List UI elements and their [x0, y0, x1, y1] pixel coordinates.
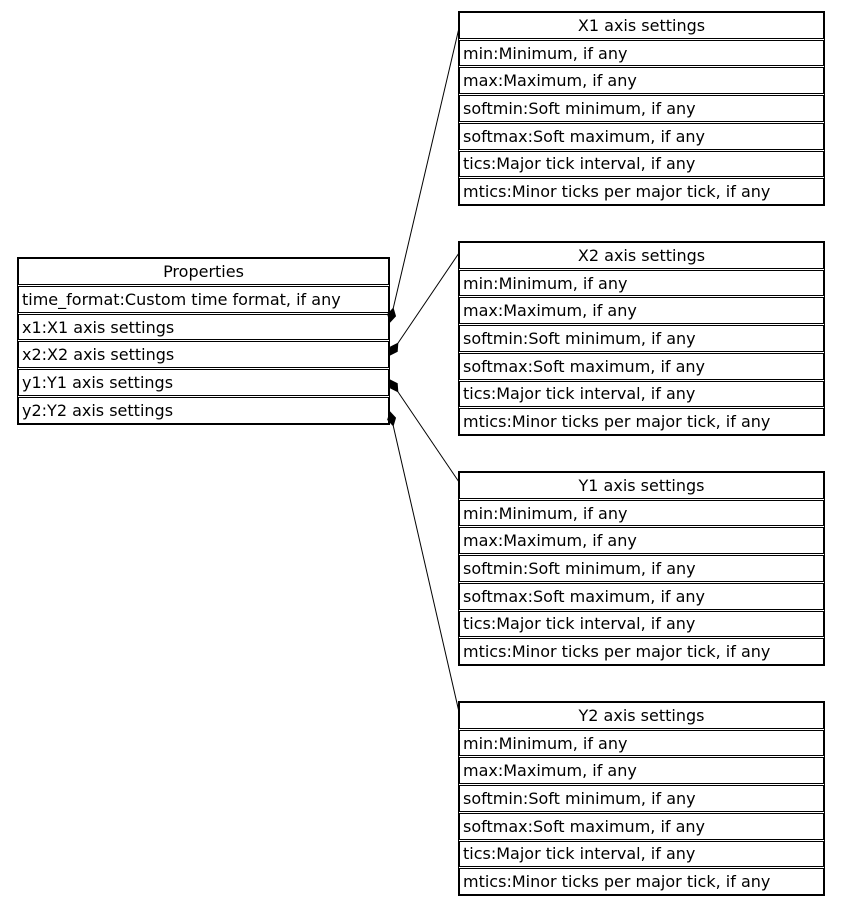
table-title: Properties [18, 258, 389, 285]
axis-row-tics: tics:Major tick interval, if any [459, 151, 824, 178]
axis-row-softmin: softmin:Soft minimum, if any [459, 95, 824, 122]
axis-row-mtics: mtics:Minor ticks per major tick, if any [459, 638, 824, 665]
axis-row-min: min:Minimum, if any [459, 500, 824, 527]
axis-row-max: max:Maximum, if any [459, 297, 824, 324]
axis-row-tics: tics:Major tick interval, if any [459, 381, 824, 408]
axis-row-max: max:Maximum, if any [459, 527, 824, 554]
edge-line-y1 [398, 392, 459, 482]
y2-axis-settings-table [458, 701, 825, 896]
axis-row-softmax: softmax:Soft maximum, if any [459, 123, 824, 150]
axis-row-softmin: softmin:Soft minimum, if any [459, 555, 824, 582]
composition-diamond-icon [390, 343, 398, 355]
property-row-y1: y1:Y1 axis settings [18, 369, 389, 396]
property-row-x1: x1:X1 axis settings [18, 314, 389, 341]
y1-axis-settings-table [458, 471, 825, 666]
axis-row-min: min:Minimum, if any [459, 730, 824, 757]
table-title: X2 axis settings [459, 242, 824, 269]
axis-row-min: min:Minimum, if any [459, 270, 824, 297]
axis-row-softmax: softmax:Soft maximum, if any [459, 353, 824, 380]
axis-row-max: max:Maximum, if any [459, 757, 824, 784]
axis-row-softmax: softmax:Soft maximum, if any [459, 813, 824, 840]
axis-row-softmin: softmin:Soft minimum, if any [459, 325, 824, 352]
properties-table [17, 257, 390, 425]
edge-line-y2 [393, 426, 459, 712]
axis-row-mtics: mtics:Minor ticks per major tick, if any [459, 868, 824, 895]
axis-row-mtics: mtics:Minor ticks per major tick, if any [459, 178, 824, 205]
edge-line-x2 [398, 253, 459, 343]
x2-axis-settings-table [458, 241, 825, 436]
property-row-time-format: time_format:Custom time format, if any [18, 286, 389, 313]
axis-row-softmax: softmax:Soft maximum, if any [459, 583, 824, 610]
axis-row-min: min:Minimum, if any [459, 40, 824, 67]
axis-row-mtics: mtics:Minor ticks per major tick, if any [459, 408, 824, 435]
property-row-x2: x2:X2 axis settings [18, 341, 389, 368]
table-title: X1 axis settings [459, 12, 824, 39]
composition-diamond-icon [390, 380, 398, 392]
axis-row-tics: tics:Major tick interval, if any [459, 611, 824, 638]
table-title: Y2 axis settings [459, 702, 824, 729]
x1-axis-settings-table [458, 11, 825, 206]
property-row-y2: y2:Y2 axis settings [18, 397, 389, 424]
axis-row-max: max:Maximum, if any [459, 67, 824, 94]
axis-row-softmin: softmin:Soft minimum, if any [459, 785, 824, 812]
edge-line-x1 [393, 28, 459, 308]
axis-row-tics: tics:Major tick interval, if any [459, 841, 824, 868]
table-title: Y1 axis settings [459, 472, 824, 499]
